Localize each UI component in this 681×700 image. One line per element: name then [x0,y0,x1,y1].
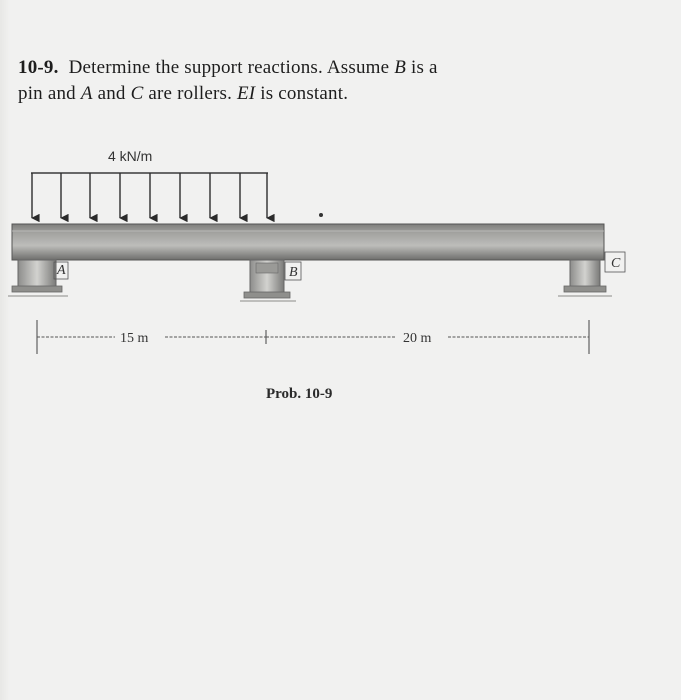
support-b-label: B [289,265,298,280]
problem-text-2e: are rollers. [143,83,237,104]
support-b [240,260,296,301]
problem-text-1c: is a [406,57,438,78]
problem-text-1b: B [394,57,407,78]
problem-text-2f: EI [236,83,256,104]
beam [12,224,604,260]
problem-text-2a: pin and [18,83,81,104]
dim-bc-label: 20 m [403,331,432,346]
caption-prefix: Prob. [266,386,302,402]
problem-text-1a: Determine the support reactions. Assume [68,57,395,78]
support-a-label: A [57,263,66,278]
problem-text-2c: and [92,83,131,104]
support-c-label: C [611,256,621,271]
problem-text-2g: is constant. [255,83,349,104]
support-c-block [570,260,600,288]
problem-text-2b: A [80,83,93,104]
load-arrows [32,173,267,218]
support-b-base [244,292,290,298]
support-c [558,260,612,296]
support-a-base [12,286,62,292]
figure-caption [266,386,332,403]
support-c-base [564,286,606,292]
support-a-block [18,260,56,288]
problem-text-2d: C [130,83,144,104]
problem-number: 10-9. [18,57,59,78]
load-label: 4 kN/m [108,148,153,164]
support-b-pin [256,263,278,273]
dim-ab-label: 15 m [120,331,149,346]
caption-number: 10-9 [304,386,333,402]
dot-mark [319,213,323,217]
